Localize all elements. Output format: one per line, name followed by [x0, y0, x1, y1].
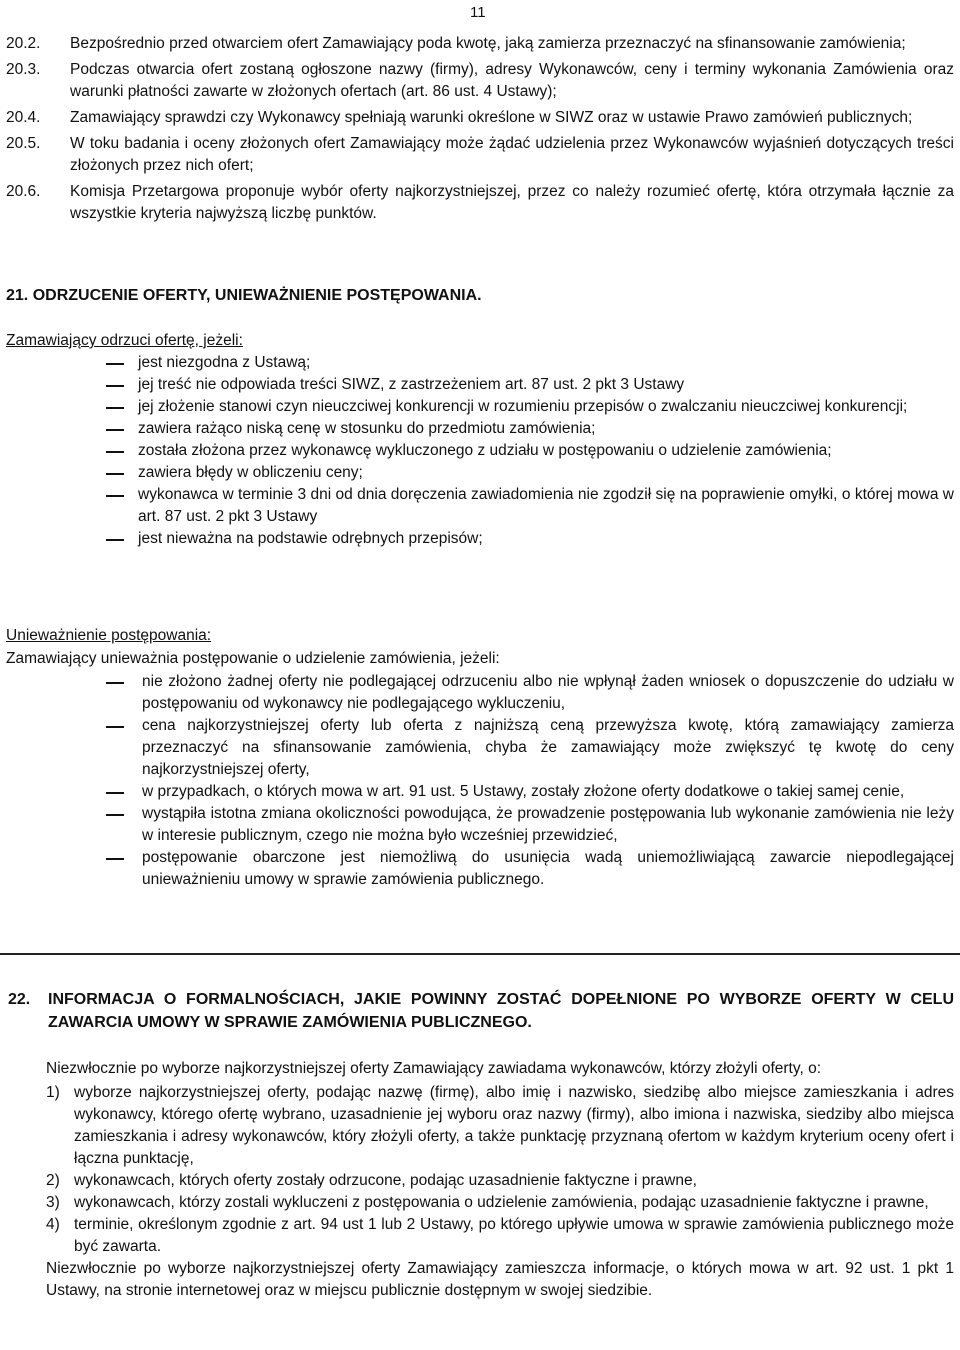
item-text: W toku badania i oceny złożonych ofert Zamawiający może żądać udzielenia przez Wykonawców wyjaśnień dotyczących treści złożonych przez nich ofert;	[70, 135, 954, 174]
page-number: 11	[470, 4, 486, 21]
list-item: jej złożenie stanowi czyn nieuczciwej konkurencji w rozumieniu przepisów o zwalczaniu nieuczciwej konkurencji;	[6, 396, 954, 418]
section-22-heading	[8, 988, 954, 1034]
section-22-intro: Niezwłocznie po wyborze najkorzystniejszej oferty Zamawiający zawiadama wykonawców, którzy złożyli oferty, o:	[46, 1060, 821, 1077]
list-item	[6, 59, 954, 103]
list-item	[46, 1192, 954, 1214]
item-number: 20.5.	[6, 135, 41, 152]
list-item	[6, 33, 954, 55]
list-item: wykonawca w terminie 3 dni od dnia doręczenia zawiadomienia nie zgodził się na poprawienie omyłki, o której mowa w art. 87 ust. 2 pkt 3 Ustawy	[6, 484, 954, 528]
list-item	[46, 1214, 954, 1258]
item-number: 4)	[46, 1216, 60, 1233]
item-text: Zamawiający sprawdzi czy Wykonawcy spełniają warunki określone w SIWZ oraz w ustawie Prawo zamówień publicznych;	[70, 109, 913, 126]
reject-list	[6, 352, 954, 550]
list-item: w przypadkach, o których mowa w art. 91 ust. 5 Ustawy, zostały złożone oferty dodatkowe o takiej samej cenie,	[6, 781, 954, 803]
item-number: 20.3.	[6, 61, 41, 78]
section-22-body	[46, 1058, 954, 1302]
section-divider	[0, 953, 960, 955]
list-item: postępowanie obarczone jest niemożliwą do usunięcia wadą uniemożliwiającą zawarcie niepodlegającej unieważnieniu umowy w sprawie zamówienia publicznego.	[6, 847, 954, 891]
list-item: została złożona przez wykonawcę wykluczonego z udziału w postępowaniu o udzielenie zamówienia;	[6, 440, 954, 462]
list-item	[46, 1082, 954, 1170]
item-number: 20.6.	[6, 183, 41, 200]
list-item: jest nieważna na podstawie odrębnych przepisów;	[6, 528, 954, 550]
section-22-number: 22.	[8, 991, 31, 1008]
item-number: 1)	[46, 1084, 60, 1101]
reject-intro-text: Zamawiający odrzuci ofertę, jeżeli:	[6, 332, 243, 349]
section-22-title: INFORMACJA O FORMALNOŚCIACH, JAKIE POWINNY ZOSTAĆ DOPEŁNIONE PO WYBORZE OFERTY W CELU ZAWARCIA UMOWY W SPRAWIE ZAMÓWIENIA PUBLICZNEGO.	[48, 991, 954, 1031]
list-item	[6, 181, 954, 225]
list-item: zawiera rażąco niską cenę w stosunku do przedmiotu zamówienia;	[6, 418, 954, 440]
cancel-list	[6, 671, 954, 891]
section-22-closing: Niezwłocznie po wyborze najkorzystniejszej oferty Zamawiający zamieszcza informacje, o których mowa w art. 92 ust. 1 pkt 1 Ustawy, na stronie internetowej oraz w miejscu publicznie dostępnym w swojej siedzibie.	[46, 1260, 954, 1299]
item-number: 20.2.	[6, 35, 41, 52]
item-text: Podczas otwarcia ofert zostaną ogłoszone nazwy (firmy), adresy Wykonawców, ceny i terminy wykonania Zamówienia oraz warunki płatności zawarte w złożonych ofertach (art. 86 ust. 4 Ustawy);	[70, 61, 954, 100]
item-text: Komisja Przetargowa proponuje wybór oferty najkorzystniejszej, przez co należy rozumieć ofertę, która otrzymała łącznie za wszystkie kryteria najwyższą liczbę punktów.	[70, 183, 954, 222]
list-item: jej treść nie odpowiada treści SIWZ, z zastrzeżeniem art. 87 ust. 2 pkt 3 Ustawy	[6, 374, 954, 396]
list-item	[6, 133, 954, 177]
item-number: 3)	[46, 1194, 60, 1211]
section-20-list	[6, 33, 954, 225]
cancel-title	[6, 625, 954, 647]
item-text: Bezpośrednio przed otwarciem ofert Zamawiający poda kwotę, jaką zamierza przeznaczyć na sfinansowanie zamówienia;	[70, 35, 906, 52]
item-text: wykonawcach, którzy zostali wykluczeni z postępowania o udzielenie zamówienia, podając uzasadnienie faktyczne i prawne,	[74, 1194, 929, 1211]
list-item: cena najkorzystniejszej oferty lub oferta z najniższą ceną przewyższa kwotę, którą zamawiający zamierza przeznaczyć na sfinansowanie zamówienia, chyba że zamawiający może zwiększyć tę kwotę do ceny najkorzystniejszej oferty,	[6, 715, 954, 781]
section-21-heading: 21. ODRZUCENIE OFERTY, UNIEWAŻNIENIE POSTĘPOWANIA.	[6, 287, 482, 304]
item-text: wyborze najkorzystniejszej oferty, podając nazwę (firmę), albo imię i nazwisko, siedzibę albo miejsce zamieszkania i adres wykonawcy, którego ofertę wybrano, uzasadnienie jej wyboru oraz nazwy (firmy), albo imiona i nazwiska, siedziby albo miejsca zamieszkania i adresy wykonawców, który złożyli oferty, a także punktację przyznaną ofertom w każdym kryterium oceny ofert i łączna punktację,	[74, 1084, 954, 1167]
list-item: jest niezgodna z Ustawą;	[6, 352, 954, 374]
cancel-intro: Zamawiający unieważnia postępowanie o udzielenie zamówienia, jeżeli:	[6, 650, 500, 667]
item-text: wykonawcach, których oferty zostały odrzucone, podając uzasadnienie faktyczne i prawne,	[74, 1172, 697, 1189]
cancel-title-text: Unieważnienie postępowania:	[6, 627, 212, 644]
list-item: zawiera błędy w obliczeniu ceny;	[6, 462, 954, 484]
item-number: 20.4.	[6, 109, 41, 126]
item-number: 2)	[46, 1172, 60, 1189]
item-text: terminie, określonym zgodnie z art. 94 ust 1 lub 2 Ustawy, po którego upływie umowa w sprawie zamówienia publicznego może być zawarta.	[74, 1216, 954, 1255]
list-item: nie złożono żadnej oferty nie podlegającej odrzuceniu albo nie wpłynął żaden wniosek o dopuszczenie do udziału w postępowaniu od wykonawcy nie podlegającego wykluczeniu,	[6, 671, 954, 715]
list-item	[46, 1170, 954, 1192]
list-item	[6, 107, 954, 129]
reject-intro	[6, 330, 954, 352]
list-item: wystąpiła istotna zmiana okoliczności powodująca, że prowadzenie postępowania lub wykonanie zamówienia nie leży w interesie publicznym, czego nie można było wcześniej przewidzieć,	[6, 803, 954, 847]
